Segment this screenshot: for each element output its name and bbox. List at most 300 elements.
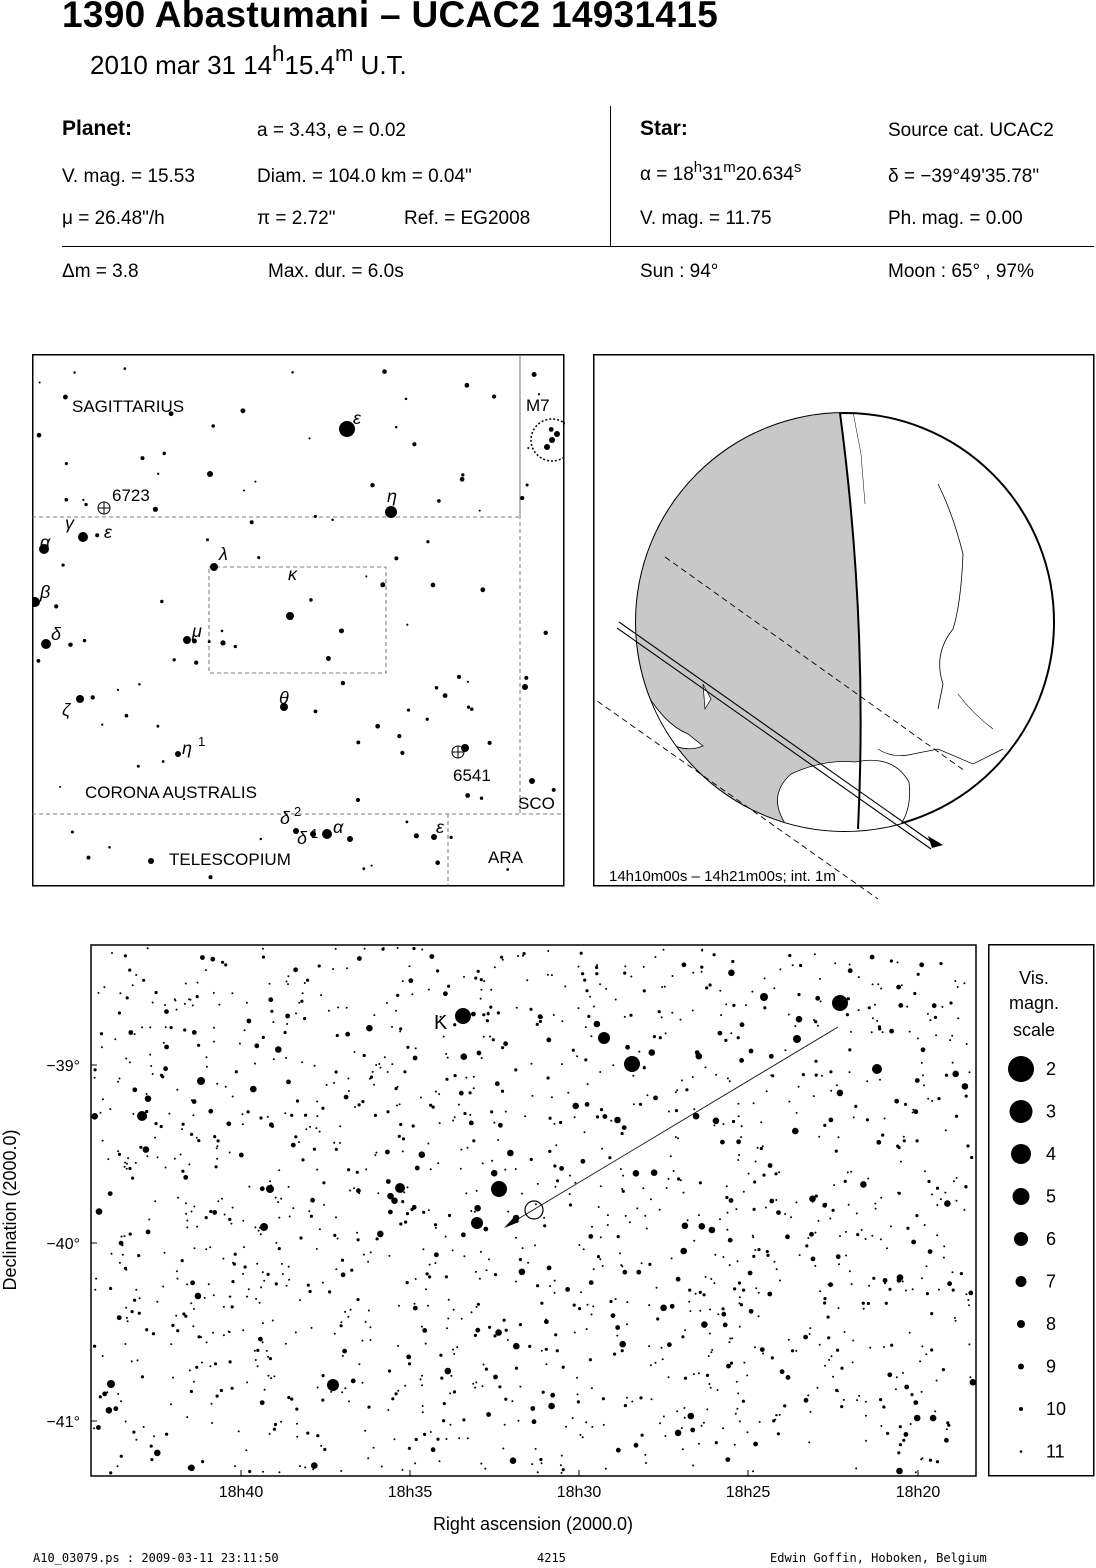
chart-star [409,965,411,967]
chart-star [776,1210,781,1215]
chart-star [288,1266,290,1268]
chart-star [422,1405,424,1407]
chart-star [759,1421,761,1423]
chart-star [593,1006,595,1008]
greek-label: ε [353,408,361,428]
chart-star [757,1248,760,1251]
planet-ref: Ref. = EG2008 [404,208,531,229]
chart-star [373,1014,375,1016]
chart-star [206,1056,208,1058]
chart-star [374,1114,377,1117]
chart-star [951,1035,953,1037]
chart-star [819,978,821,980]
finder-star [68,642,72,646]
chart-star [428,1275,431,1278]
chart-star [254,1063,256,1065]
chart-star [108,1191,113,1196]
chart-star [955,1115,958,1118]
chart-star [184,1315,187,1318]
chart-star [749,1309,754,1314]
chart-star [807,1394,809,1396]
chart-star [754,1346,756,1348]
chart-star [260,1400,265,1405]
chart-star [403,1191,405,1193]
chart-star [676,1277,681,1282]
chart-star [596,1115,599,1118]
legend-magnitude-dot [1019,1407,1023,1411]
finder-star [400,751,404,755]
chart-star [805,1244,808,1247]
chart-star [124,1166,126,1168]
chart-star [762,1145,764,1147]
chart-star [880,1425,882,1427]
chart-star [242,1220,244,1222]
star-source: Source cat. UCAC2 [888,120,1054,141]
chart-star [480,1251,482,1253]
chart-star [670,1304,675,1309]
chart-star [624,1056,640,1072]
chart-star [966,1144,969,1147]
chart-star [399,1222,402,1225]
chart-star [872,1277,875,1280]
chart-star [956,1200,958,1202]
chart-star [649,1049,656,1056]
chart-star [395,1010,397,1012]
chart-star [373,1447,375,1449]
chart-star [488,1326,491,1329]
chart-star [949,1001,952,1004]
chart-star [107,1158,109,1160]
chart-star [542,1391,545,1394]
chart-star [275,1046,282,1053]
chart-star [528,1345,531,1348]
finder-star [221,630,224,633]
chart-star [970,1379,977,1386]
chart-star [183,1175,188,1180]
chart-star [572,1417,574,1419]
chart-star [790,1216,792,1218]
chart-star [909,1332,911,1334]
chart-star [868,1285,870,1287]
chart-star [322,1282,324,1284]
chart-star [350,1269,353,1272]
chart-star [131,1360,133,1362]
finder-star [467,706,470,709]
chart-star [316,1101,318,1103]
chart-star [753,1208,756,1211]
chart-star [940,1198,942,1200]
finder-star [183,636,191,644]
chart-star [431,1447,436,1452]
chart-star [726,1185,728,1187]
legend-title: Vis. [1019,968,1049,988]
chart-star [629,1221,631,1223]
chart-star [414,1462,416,1464]
chart-star [902,1280,904,1282]
chart-star [693,1240,695,1242]
chart-star [752,1470,754,1472]
chart-star [124,1162,126,1164]
chart-star [878,1025,881,1028]
chart-star [356,1171,359,1174]
chart-star [491,1160,493,1162]
chart-star [913,992,916,995]
table-rule [62,246,1094,247]
const-label-sco: SCO [518,794,555,813]
chart-star [701,1425,703,1427]
chart-star [340,1324,343,1327]
chart-star [886,1247,888,1249]
chart-star [515,1281,517,1283]
chart-star [206,1066,208,1068]
chart-star [778,1171,780,1173]
finder-star [173,658,176,661]
chart-star [234,1465,236,1467]
chart-star [308,1210,310,1212]
chart-star [814,1265,816,1267]
chart-star [623,972,626,975]
footer-file: A10_03079.ps : 2009-03-11 23:11:50 [33,1551,279,1565]
chart-star [743,1362,745,1364]
chart-star [421,1384,423,1386]
chart-star [474,1211,476,1213]
chart-star [185,1202,187,1204]
finder-star [544,631,548,635]
dec-tick-label: −39° [46,1058,80,1075]
chart-star [486,1269,488,1271]
chart-star [844,1331,846,1333]
chart-star [209,1365,211,1367]
chart-star [663,949,665,951]
chart-star [232,1207,234,1209]
planet-vmag: V. mag. = 15.53 [62,166,195,187]
chart-star [248,1470,251,1473]
chart-star [621,1188,623,1190]
chart-star [323,1204,325,1206]
chart-star [124,1267,127,1270]
chart-star [102,1355,104,1357]
chart-star [731,960,734,963]
chart-star [98,992,100,994]
chart-star [742,1289,745,1292]
chart-star [213,1135,216,1138]
cluster-symbol-6723 [98,502,110,514]
chart-star [638,1051,640,1053]
chart-star [936,1204,938,1206]
chart-star [516,1007,518,1009]
chart-star [522,1247,524,1249]
chart-star [280,1421,282,1423]
chart-star [378,1063,380,1065]
chart-star [917,1037,919,1039]
chart-star [719,990,721,992]
cluster-label-m7: M7 [526,396,550,415]
finder-star [206,538,209,541]
chart-star [269,1357,272,1360]
finder-star [461,473,464,476]
chart-star [724,1039,727,1042]
chart-star [643,966,645,968]
chart-star [127,1320,129,1322]
chart-star [197,1044,200,1047]
finder-star [347,423,349,425]
chart-star [427,1143,429,1145]
finder-star [522,684,528,690]
chart-star [193,1206,195,1208]
chart-star [547,1076,550,1079]
chart-star [463,1112,466,1115]
chart-star [965,1293,967,1295]
finder-star [397,734,401,738]
chart-star [699,1223,706,1230]
chart-star [577,1393,579,1395]
chart-star [370,1251,372,1253]
chart-star [585,1026,587,1028]
chart-star [952,1071,959,1078]
chart-star [475,1381,477,1383]
chart-star [934,1016,937,1019]
chart-star [398,1135,401,1138]
star-heading: Star: [640,117,688,140]
chart-star [231,992,233,994]
chart-star [936,1460,939,1463]
chart-star [921,1047,926,1052]
chart-star [181,1170,184,1173]
chart-star [362,1382,364,1384]
chart-star [339,1142,341,1144]
chart-star [939,962,942,965]
chart-star [560,1464,562,1466]
chart-star [802,1073,805,1076]
chart-star [753,1442,758,1447]
chart-star [217,1200,219,1202]
chart-star [849,964,851,966]
chart-star [710,1387,712,1389]
chart-star [198,1335,201,1338]
chart-star [556,1349,559,1352]
chart-star [541,1462,543,1464]
chart-star [930,1348,933,1351]
legend-magnitude-dot [1018,1364,1024,1370]
chart-star [521,1193,523,1195]
chart-star [825,1203,827,1205]
chart-star [611,1313,616,1318]
chart-star [729,1338,731,1340]
chart-star [684,1377,687,1380]
finder-star [322,829,332,839]
chart-star [880,1238,882,1240]
finder-star [59,786,61,788]
chart-star [406,1046,409,1049]
chart-star [231,1305,234,1308]
chart-star [777,1432,780,1435]
chart-star [569,1175,571,1177]
finder-star [64,498,68,502]
chart-star [497,1011,500,1014]
chart-star [354,1051,356,1053]
chart-star [642,1187,644,1189]
chart-star [692,1076,694,1078]
chart-star [260,1186,265,1191]
chart-star [735,1413,737,1415]
chart-star [880,1197,882,1199]
chart-star [432,1106,435,1109]
chart-star [937,1097,940,1100]
chart-star [758,1315,760,1317]
chart-star [482,1385,484,1387]
chart-star [408,978,413,983]
chart-star [272,1021,274,1023]
chart-star [930,1415,937,1422]
chart-star [807,1237,809,1239]
finder-star [331,518,334,521]
chart-star [309,1290,312,1293]
chart-star [935,1034,937,1036]
chart-star [306,1432,309,1435]
chart-star [619,1252,621,1254]
chart-star [141,1026,143,1028]
chart-star [673,1170,675,1172]
chart-star [641,1262,643,1264]
chart-star [139,1297,141,1299]
finder-star [375,724,380,729]
chart-star [968,1343,970,1345]
chart-star [412,1124,415,1127]
chart-star [793,1131,795,1133]
chart-star [905,1290,907,1292]
chart-star [182,1123,185,1126]
chart-star [930,1312,933,1315]
chart-star [196,995,199,998]
chart-star [229,1331,231,1333]
hour-unit: h [272,41,285,66]
chart-star [357,956,362,961]
const-label-corona-australis: CORONA AUSTRALIS [85,783,257,802]
chart-star [93,1427,95,1429]
chart-star [131,1310,134,1313]
chart-star [858,1395,860,1397]
chart-star [529,1008,532,1011]
chart-star [683,1192,685,1194]
chart-star [879,1079,881,1081]
chart-star [138,1312,141,1315]
chart-star [910,1423,912,1425]
chart-star [397,947,399,949]
cluster-label-6723: 6723 [112,486,150,505]
chart-star [831,1355,833,1357]
legend-magnitude-label: 11 [1046,1441,1065,1462]
chart-star [242,1329,244,1331]
chart-star [363,1054,366,1057]
chart-star [111,1253,113,1255]
chart-star [435,1227,437,1229]
chart-star [275,1242,277,1244]
chart-star [929,1019,931,1021]
chart-star [494,1273,497,1276]
chart-star [262,1471,264,1473]
chart-star [668,1376,670,1378]
chart-star [765,1207,767,1209]
chart-star [739,1058,744,1063]
chart-star [622,1175,624,1177]
chart-star [755,1287,757,1289]
chart-star [902,1439,905,1442]
chart-star [453,1353,455,1355]
chart-star [348,1090,350,1092]
chart-star [380,1067,382,1069]
chart-star [866,1118,869,1121]
chart-star [928,1249,933,1254]
chart-star [817,1387,819,1389]
time-system: U.T. [353,50,407,80]
chart-star [114,1038,116,1040]
chart-star [321,1399,324,1402]
finder-star [138,683,141,686]
chart-star [480,978,483,981]
chart-star [442,1419,445,1422]
chart-star [437,1162,439,1164]
chart-star [500,956,503,959]
chart-star [726,1364,731,1369]
finder-star [162,760,165,763]
chart-star [654,956,656,958]
chart-star [540,1016,543,1019]
chart-star [425,1288,427,1290]
chart-star [471,1012,476,1017]
chart-star [504,1169,506,1171]
chart-star [708,1355,710,1357]
chart-star [906,1227,909,1230]
chart-star [286,1023,288,1025]
chart-star [448,1214,451,1217]
chart-star [286,1285,288,1287]
chart-star [347,1316,349,1318]
chart-star [316,1434,319,1437]
finder-star [371,865,373,867]
chart-star [809,1333,811,1335]
chart-star [176,1329,179,1332]
chart-star [661,986,663,988]
chart-star [519,1323,522,1326]
chart-star [298,1141,300,1143]
chart-star [910,1393,913,1396]
chart-star [615,1325,620,1330]
chart-star [247,1111,249,1113]
chart-star [503,1041,508,1046]
finder-star [524,676,528,680]
chart-star [107,1380,115,1388]
chart-star [519,1258,522,1261]
finder-star [470,707,473,710]
chart-star [391,1197,398,1204]
footer-author: Edwin Goffin, Hoboken, Belgium [770,1551,987,1565]
chart-star [676,1410,678,1412]
chart-star [259,1302,261,1304]
chart-star [322,1181,325,1184]
chart-star [306,979,309,982]
chart-star [682,1223,689,1230]
chart-star [285,1343,287,1345]
chart-star [639,1103,642,1106]
planet-heading: Planet: [62,117,133,140]
chart-star [281,1263,283,1265]
chart-star [106,1407,113,1414]
chart-star [460,1168,462,1170]
planet-parallax: π = 2.72" [257,208,336,229]
chart-star [471,1217,483,1229]
chart-star [192,1114,194,1116]
chart-star [949,1039,951,1041]
